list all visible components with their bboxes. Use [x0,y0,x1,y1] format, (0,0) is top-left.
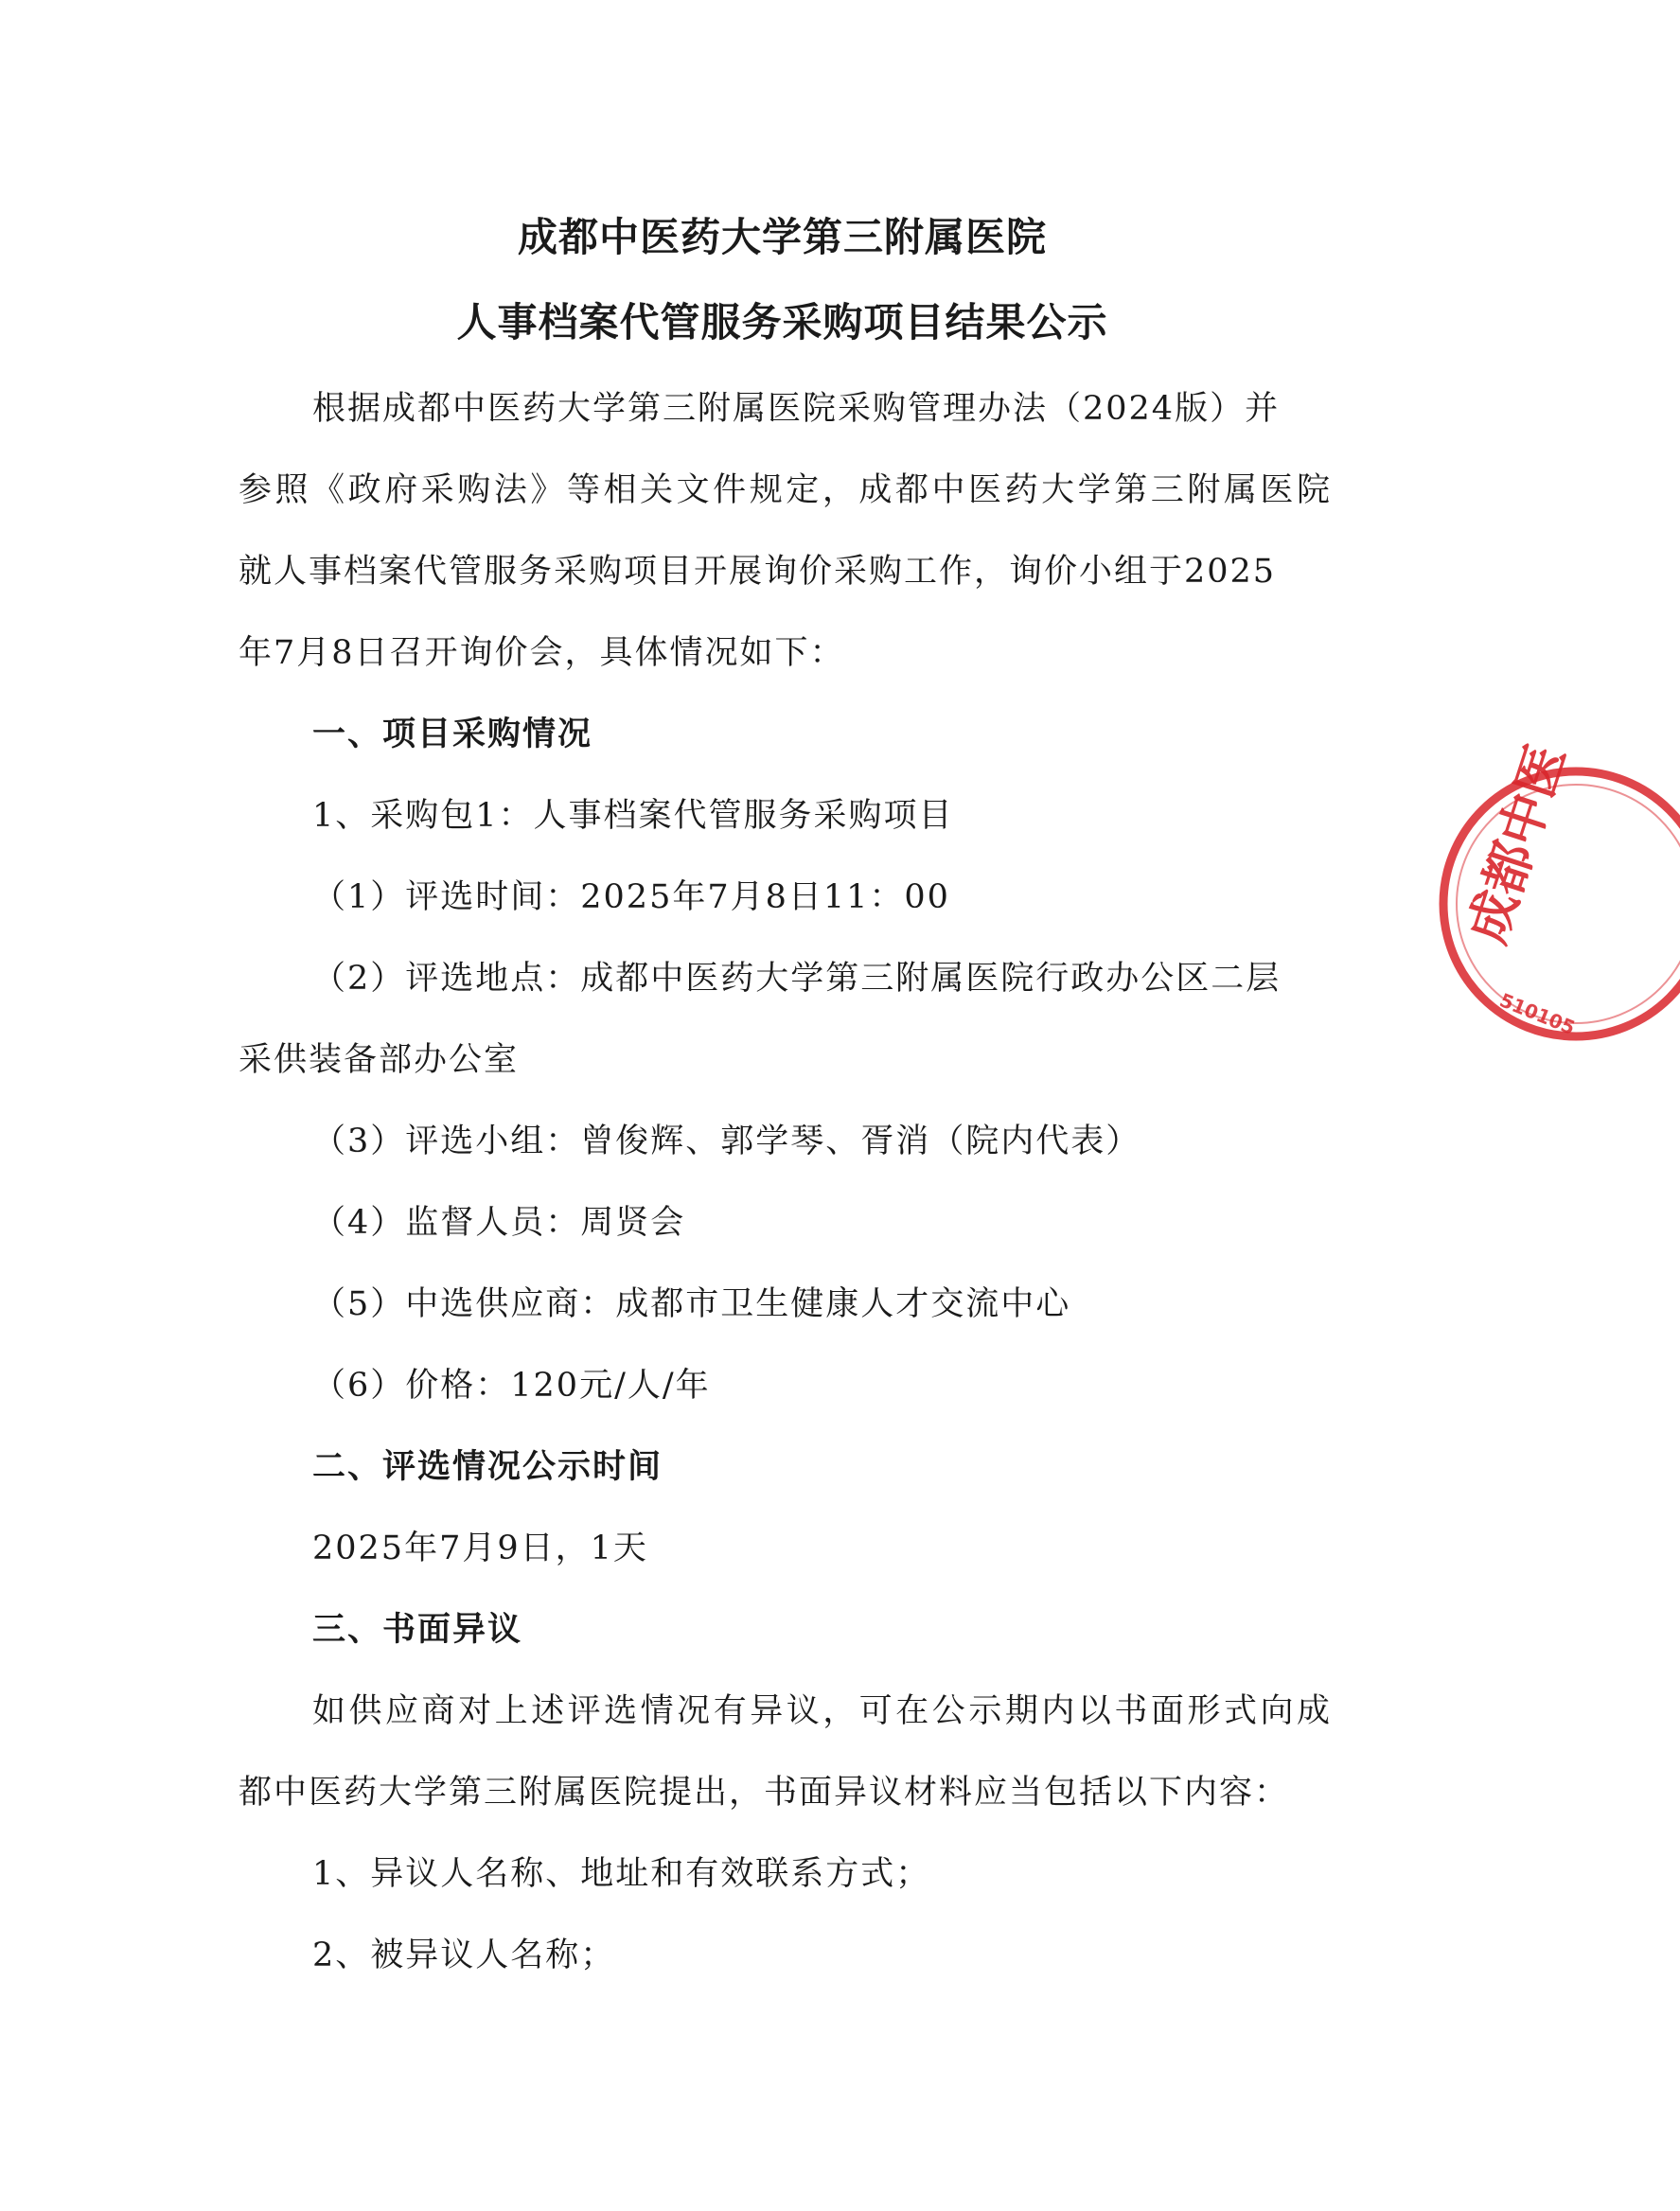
section1-package: 1、采购包1：人事档案代管服务采购项目 [312,797,954,835]
section1-item-supervisor: （4）监督人员：周贤会 [312,1204,686,1242]
document-title-line2: 人事档案代管服务采购项目结果公示 [456,299,1108,345]
seal-number: 510105 [1496,988,1579,1039]
intro-line-1: 根据成都中医药大学第三附属医院采购管理办法（2024版）并 [312,390,1281,428]
section1-heading: 一、项目采购情况 [312,716,593,753]
section3-text-line-1: 如供应商对上述评选情况有异议，可在公示期内以书面形式向成 [312,1692,1330,1730]
official-seal [1434,737,1680,1060]
section1-item-supplier: （5）中选供应商：成都市卫生健康人才交流中心 [312,1285,1071,1323]
section3-item-2: 2、被异议人名称； [312,1937,616,1974]
section3-text-line-2: 都中医药大学第三附属医院提出，书面异议材料应当包括以下内容： [239,1774,1290,1812]
section1-item-panel: （3）评选小组：曾俊辉、郭学琴、胥消（院内代表） [312,1123,1141,1160]
document-title-line1: 成都中医药大学第三附属医院 [517,214,1047,260]
section2-heading: 二、评选情况公示时间 [312,1448,663,1486]
seal-text: 成都中医 [1457,737,1578,951]
section2-text: 2025年7月9日，1天 [312,1530,648,1567]
intro-line-3: 就人事档案代管服务采购项目开展询价采购工作，询价小组于2025 [239,553,1277,591]
intro-line-2: 参照《政府采购法》等相关文件规定，成都中医药大学第三附属医院 [239,471,1330,509]
section1-item-price: （6）价格：120元/人/年 [312,1367,711,1405]
section3-item-1: 1、异议人名称、地址和有效联系方式； [312,1855,931,1893]
section1-item-location-cont: 采供装备部办公室 [239,1041,520,1079]
section1-item-time: （1）评选时间：2025年7月8日11：00 [312,878,950,916]
intro-line-4: 年7月8日召开询价会，具体情况如下： [239,634,845,672]
section1-item-location: （2）评选地点：成都中医药大学第三附属医院行政办公区二层 [312,960,1282,998]
section3-heading: 三、书面异议 [312,1611,523,1649]
